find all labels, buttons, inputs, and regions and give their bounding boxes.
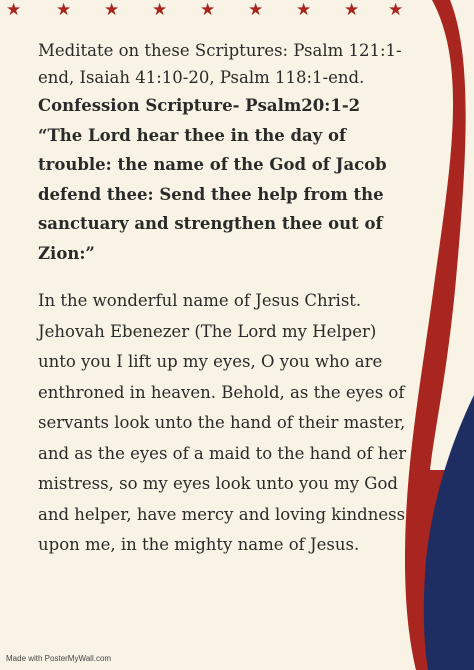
- star-icon: ★: [200, 0, 216, 20]
- star-icon: ★: [248, 0, 264, 20]
- star-icon: ★: [6, 0, 22, 20]
- star-row: [0, 0, 474, 22]
- confession-heading: Confession Scripture- Psalm20:1-2: [38, 96, 361, 115]
- star-icon: ★: [388, 0, 404, 20]
- star-icon: ★: [152, 0, 168, 20]
- confession-verse: “The Lord hear thee in the day of trouble: the name of the God of Jacob defend thee: Send thee help from the sanctuary and strengthen thee out of Zion:”: [38, 125, 387, 263]
- star-icon: ★: [296, 0, 312, 20]
- star-icon: ★: [104, 0, 120, 20]
- prayer-paragraph: In the wonderful name of Jesus Christ. Jehovah Ebenezer (The Lord my Helper) unto you I lift up my eyes, O you who are enthroned in heaven. Behold, as the eyes of servants look unto the hand of their master, and as the eyes of a maid to the hand of her mistress, so my eyes look unto you my God and helper, have mercy and loving kindness upon me, in the mighty name of Jesus.: [38, 291, 407, 554]
- credit-text: Made with PosterMyWall.com: [6, 654, 112, 663]
- star-icon: ★: [56, 0, 72, 20]
- scripture-content: [38, 38, 410, 561]
- star-icon: ★: [344, 0, 360, 20]
- meditate-paragraph: Meditate on these Scriptures: Psalm 121:1-end, Isaiah 41:10-20, Psalm 118:1-end.: [38, 41, 402, 87]
